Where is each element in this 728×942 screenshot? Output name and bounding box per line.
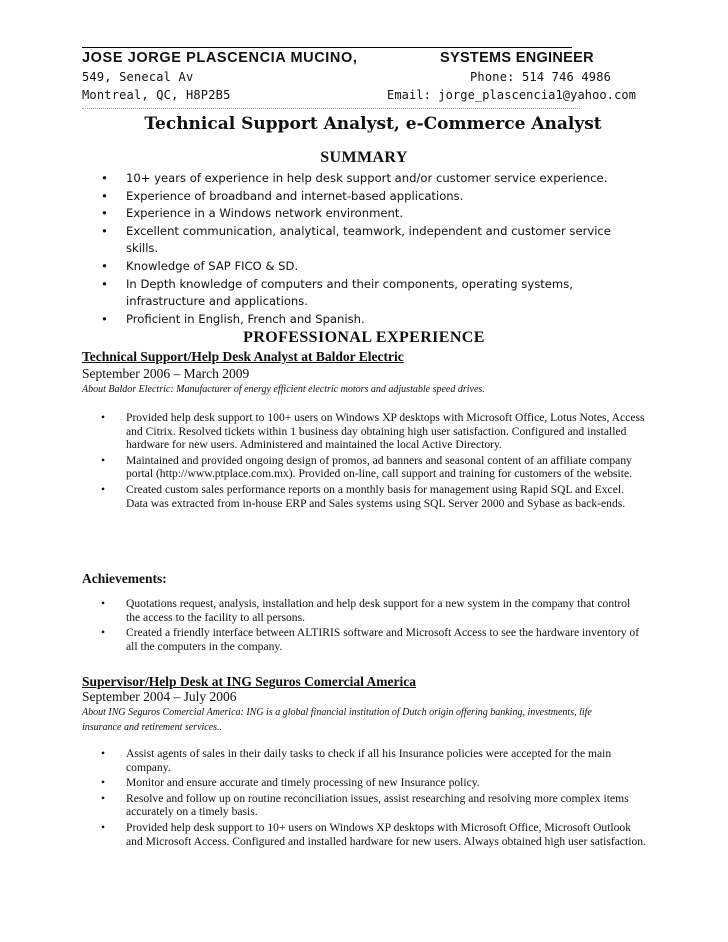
list-item (101, 820, 646, 848)
job-1-title: Technical Support/Help Desk Analyst at Baldor Electric (82, 349, 404, 364)
list-item (101, 482, 646, 510)
bullet-icon: • (101, 223, 108, 238)
candidate-role: SYSTEMS ENGINEER (440, 50, 594, 66)
candidate-name: JOSE JORGE PLASCENCIA MUCINO, (82, 50, 358, 66)
summary-heading: SUMMARY (320, 149, 408, 166)
bullet-icon: • (101, 411, 106, 424)
list-item-text: Proficient in English, French and Spanish. (126, 311, 365, 326)
list-item-text: Experience in a Windows network environment. (126, 206, 404, 221)
achievements-heading: Achievements: (82, 571, 167, 586)
list-item-text: In Depth knowledge of computers and their components, operating systems, infrastructure and applications. (126, 276, 573, 309)
headline (0, 114, 728, 134)
list-item (101, 188, 646, 206)
list-item-text: Created a friendly interface between ALTIRIS software and Microsoft Access to see the hardware inventory of all the computers in the company. (126, 626, 640, 653)
bullet-icon: • (101, 776, 106, 790)
list-item-text: Created custom sales performance reports on a monthly basis for management using Rapid SQL and Excel. Data was extracted from in-house ERP and Sales systems using SQL Server 2000 and Sybase as back-ends. (126, 482, 626, 510)
bullet-icon: • (101, 311, 108, 326)
bullet-icon: • (101, 791, 106, 805)
list-item-text: 10+ years of experience in help desk support and/or customer service experience. (126, 171, 608, 185)
address-line-1: 549, Senecal Av (82, 70, 194, 84)
job-2-about: About ING Seguros Comercial America: ING is a global financial institution of Dutch origin offering banking, investments, life insurance and retirement services.. (82, 707, 592, 733)
list-item-text: Experience of broadband and internet-based applications. (126, 188, 464, 203)
email-address: Email: jorge_plascencia1@yahoo.com (387, 88, 637, 102)
job-2-title: Supervisor/Help Desk at ING Seguros Comercial America (82, 674, 416, 689)
headline-text: Technical Support Analyst, e-Commerce Analyst (144, 114, 602, 134)
job-2-duties (101, 747, 646, 850)
bullet-icon: • (101, 453, 106, 467)
bullet-icon: • (101, 206, 108, 221)
list-item-text: Monitor and ensure accurate and timely processing of new Insurance policy. (126, 776, 480, 790)
summary-list (101, 170, 646, 328)
bullet-icon: • (101, 171, 108, 185)
bullet-icon: • (101, 188, 108, 203)
bullet-icon: • (101, 258, 108, 273)
phone-number: Phone: 514 746 4986 (470, 70, 612, 84)
list-item (101, 411, 646, 452)
list-item-text: Assist agents of sales in their daily tasks to check if all his Insurance policies were accepted for the main company. (126, 747, 612, 774)
bullet-icon: • (101, 820, 106, 834)
list-item-text: Excellent communication, analytical, teamwork, independent and customer service skills. (126, 223, 611, 256)
job-1-about: About Baldor Electric: Manufacturer of energy efficient electric motors and adjustable speed drives. (82, 384, 485, 395)
list-item (101, 170, 646, 188)
list-item (101, 453, 646, 481)
address-line-2: Montreal, QC, H8P2B5 (82, 88, 231, 102)
list-item (101, 626, 646, 653)
list-item-text: Provided help desk support to 10+ users on Windows XP desktops with Microsoft Office, Microsoft Outlook and Microsoft Access. Configured and installed hardware for new users. Always obtained high user satisfaction. (126, 820, 646, 848)
list-item-text: Knowledge of SAP FICO & SD. (126, 258, 299, 273)
header-top-rule (82, 47, 572, 48)
bullet-icon: • (101, 747, 106, 760)
list-item (101, 223, 646, 258)
list-item-text: Resolve and follow up on routine reconciliation issues, assist researching and resolving more complex items accurately on a timely basis. (126, 791, 629, 819)
bullet-icon: • (101, 597, 106, 610)
header-dotted-rule (82, 108, 580, 109)
list-item (101, 791, 646, 819)
bullet-icon: • (101, 482, 106, 496)
list-item (101, 597, 646, 624)
experience-heading: PROFESSIONAL EXPERIENCE (243, 329, 485, 346)
list-item (101, 311, 646, 329)
achievements-list (101, 597, 646, 655)
job-1-duties (101, 411, 646, 512)
bullet-icon: • (101, 276, 108, 291)
job-2-dates: September 2004 – July 2006 (82, 689, 237, 704)
list-item (101, 205, 646, 223)
list-item-text: Provided help desk support to 100+ users on Windows XP desktops with Microsoft Office, Lotus Notes, Access and Citrix. Resolved tickets within 1 business day obtaining high user satisfaction. Configured and installed hardware for new users. Administered and maintained the local Active Directory. (126, 411, 645, 452)
list-item (101, 747, 646, 774)
list-item-text: Quotations request, analysis, installation and help desk support for a new system in the company that control the access to the facility to all persons. (126, 597, 631, 624)
job-1-dates: September 2006 – March 2009 (82, 366, 250, 381)
list-item (101, 276, 646, 311)
list-item (101, 258, 646, 276)
bullet-icon: • (101, 626, 106, 640)
list-item (101, 776, 646, 790)
list-item-text: Maintained and provided ongoing design of promos, ad banners and seasonal content of an affiliate company portal (http://www.ptplace.com.mx). Provided on-line, call support and training for customers of the website. (126, 453, 633, 481)
